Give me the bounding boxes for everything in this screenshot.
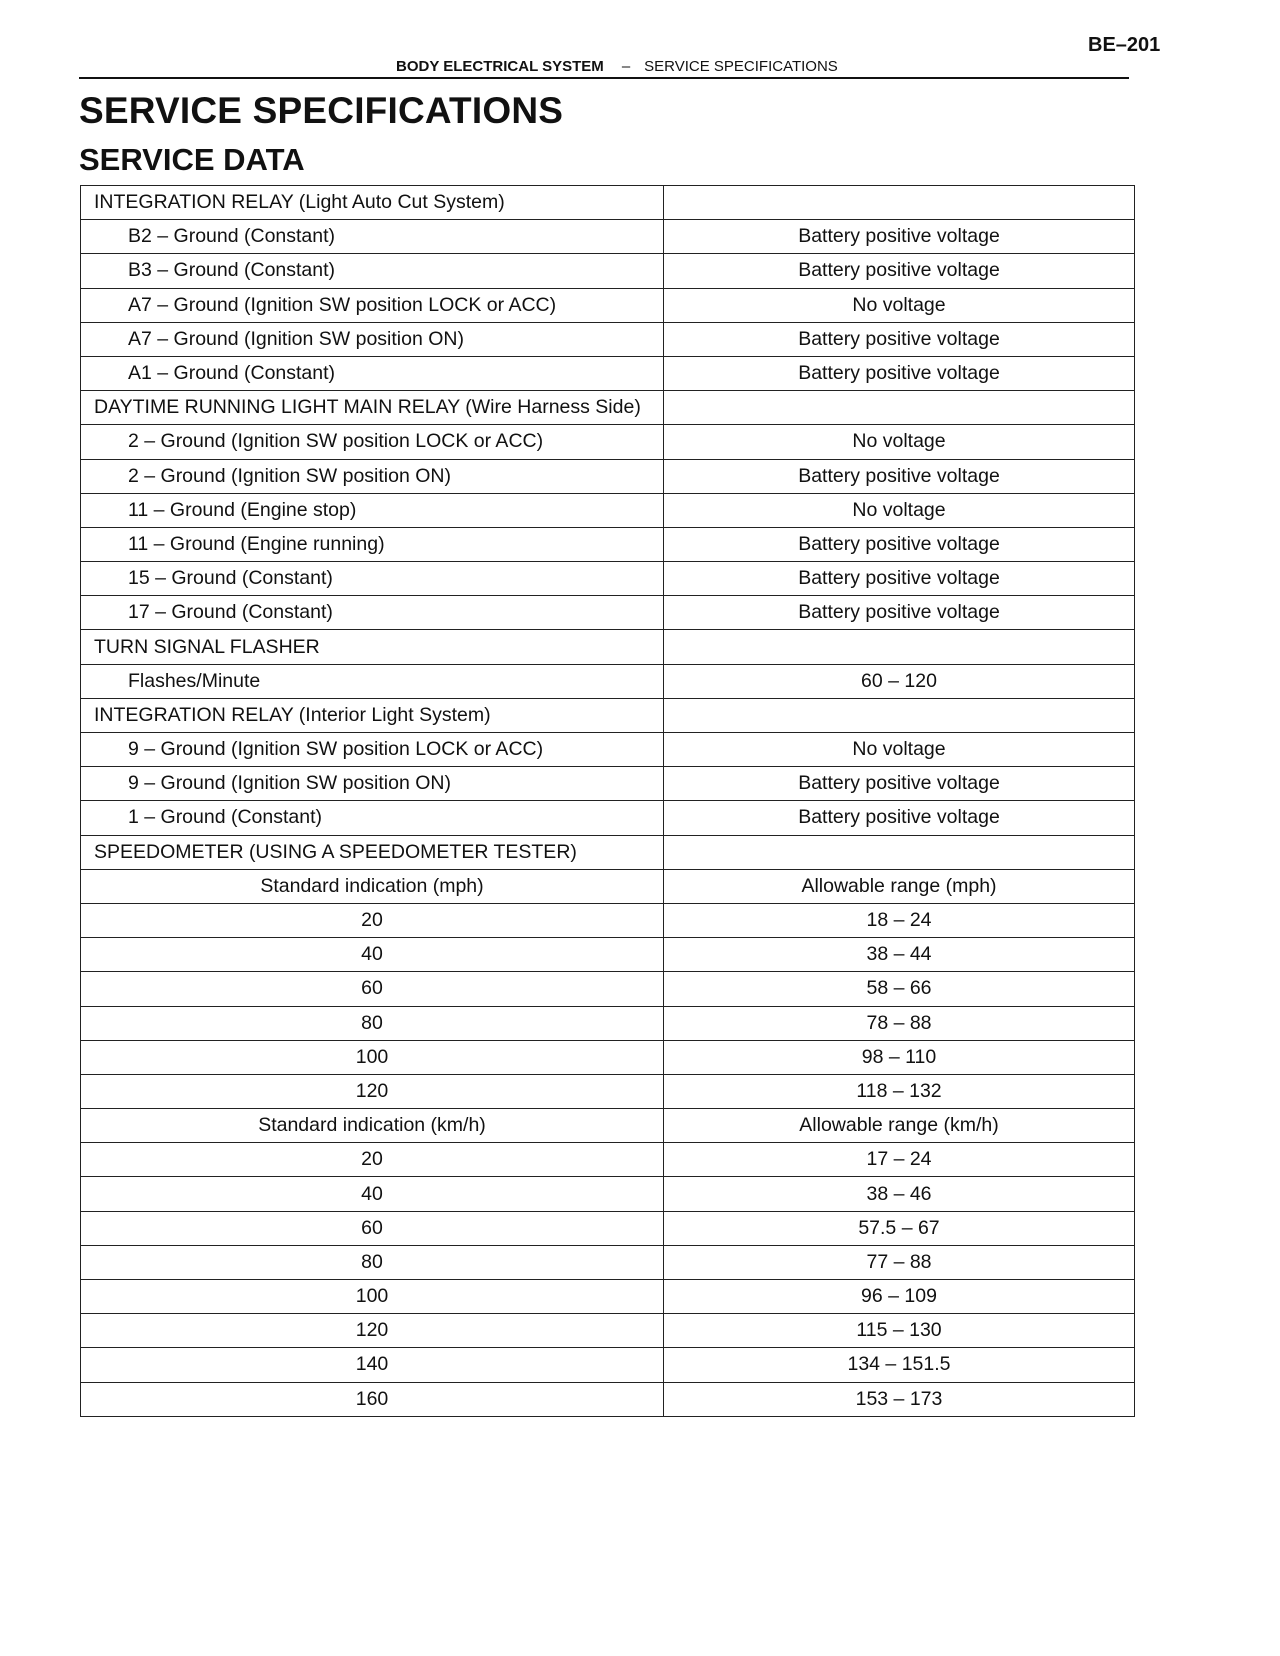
item-cell: 160 (81, 1382, 664, 1416)
section-title: SERVICE DATA (79, 142, 305, 177)
value-cell: 18 – 24 (664, 903, 1135, 937)
table-row (81, 1074, 1135, 1108)
table-group-row (81, 698, 1135, 732)
value-cell: Allowable range (km/h) (664, 1109, 1135, 1143)
item-cell: 2 – Ground (Ignition SW position LOCK or ACC) (81, 425, 664, 459)
table-row (81, 869, 1135, 903)
item-cell: DAYTIME RUNNING LIGHT MAIN RELAY (Wire Harness Side) (81, 391, 664, 425)
table-row (81, 1382, 1135, 1416)
value-cell: Battery positive voltage (664, 356, 1135, 390)
item-cell: 40 (81, 1177, 664, 1211)
value-cell: Battery positive voltage (664, 322, 1135, 356)
table-row (81, 1143, 1135, 1177)
value-cell: Battery positive voltage (664, 254, 1135, 288)
item-cell: A1 – Ground (Constant) (81, 356, 664, 390)
value-cell (664, 391, 1135, 425)
value-cell: 17 – 24 (664, 1143, 1135, 1177)
item-cell: SPEEDOMETER (USING A SPEEDOMETER TESTER) (81, 835, 664, 869)
table-row (81, 1177, 1135, 1211)
item-cell: TURN SIGNAL FLASHER (81, 630, 664, 664)
table-row (81, 1006, 1135, 1040)
item-cell: B3 – Ground (Constant) (81, 254, 664, 288)
table-row (81, 972, 1135, 1006)
value-cell: 38 – 44 (664, 938, 1135, 972)
value-cell: 60 – 120 (664, 664, 1135, 698)
value-cell: No voltage (664, 733, 1135, 767)
item-cell: 80 (81, 1006, 664, 1040)
table-row (81, 664, 1135, 698)
table-row (81, 938, 1135, 972)
value-cell: 96 – 109 (664, 1280, 1135, 1314)
value-cell: 78 – 88 (664, 1006, 1135, 1040)
table-row (81, 220, 1135, 254)
item-cell: 100 (81, 1040, 664, 1074)
item-cell: INTEGRATION RELAY (Interior Light System) (81, 698, 664, 732)
table-row (81, 356, 1135, 390)
item-cell: 17 – Ground (Constant) (81, 596, 664, 630)
table-row (81, 1314, 1135, 1348)
item-cell: 11 – Ground (Engine stop) (81, 493, 664, 527)
item-cell: INTEGRATION RELAY (Light Auto Cut System) (81, 186, 664, 220)
item-cell: 15 – Ground (Constant) (81, 562, 664, 596)
table-row (81, 1348, 1135, 1382)
item-cell: 1 – Ground (Constant) (81, 801, 664, 835)
table-row (81, 322, 1135, 356)
value-cell: No voltage (664, 493, 1135, 527)
value-cell: 118 – 132 (664, 1074, 1135, 1108)
value-cell: Battery positive voltage (664, 527, 1135, 561)
value-cell: Battery positive voltage (664, 596, 1135, 630)
item-cell: A7 – Ground (Ignition SW position ON) (81, 322, 664, 356)
table-row (81, 459, 1135, 493)
value-cell: 153 – 173 (664, 1382, 1135, 1416)
item-cell: 40 (81, 938, 664, 972)
table-row (81, 562, 1135, 596)
item-cell: 100 (81, 1280, 664, 1314)
value-cell: Battery positive voltage (664, 220, 1135, 254)
table-row (81, 801, 1135, 835)
item-cell: A7 – Ground (Ignition SW position LOCK or ACC) (81, 288, 664, 322)
table-row (81, 1245, 1135, 1279)
table-group-row (81, 630, 1135, 664)
item-cell: 20 (81, 1143, 664, 1177)
table-row (81, 493, 1135, 527)
value-cell: 98 – 110 (664, 1040, 1135, 1074)
page-title: SERVICE SPECIFICATIONS (79, 90, 564, 131)
header-separator: – (621, 58, 631, 75)
table-group-row (81, 186, 1135, 220)
table-row (81, 767, 1135, 801)
header-rule (79, 77, 1129, 79)
item-cell: 140 (81, 1348, 664, 1382)
table-row (81, 527, 1135, 561)
value-cell: Battery positive voltage (664, 459, 1135, 493)
item-cell: 60 (81, 972, 664, 1006)
item-cell: 9 – Ground (Ignition SW position LOCK or ACC) (81, 733, 664, 767)
item-cell: 60 (81, 1211, 664, 1245)
table-row (81, 288, 1135, 322)
value-cell (664, 186, 1135, 220)
value-cell: 57.5 – 67 (664, 1211, 1135, 1245)
value-cell: 134 – 151.5 (664, 1348, 1135, 1382)
table-row (81, 596, 1135, 630)
value-cell: Allowable range (mph) (664, 869, 1135, 903)
header-section: SERVICE SPECIFICATIONS (644, 58, 838, 75)
table-group-row (81, 391, 1135, 425)
table-row (81, 1211, 1135, 1245)
table-row (81, 1109, 1135, 1143)
value-cell: Battery positive voltage (664, 562, 1135, 596)
table-row (81, 254, 1135, 288)
value-cell: 38 – 46 (664, 1177, 1135, 1211)
value-cell (664, 835, 1135, 869)
value-cell: 58 – 66 (664, 972, 1135, 1006)
value-cell: 77 – 88 (664, 1245, 1135, 1279)
item-cell: 80 (81, 1245, 664, 1279)
item-cell: Standard indication (km/h) (81, 1109, 664, 1143)
table-row (81, 733, 1135, 767)
item-cell: 20 (81, 903, 664, 937)
item-cell: 9 – Ground (Ignition SW position ON) (81, 767, 664, 801)
table-group-row (81, 835, 1135, 869)
table-row (81, 1040, 1135, 1074)
value-cell (664, 630, 1135, 664)
item-cell: 11 – Ground (Engine running) (81, 527, 664, 561)
service-data-table (80, 185, 1135, 1417)
item-cell: Standard indication (mph) (81, 869, 664, 903)
value-cell: No voltage (664, 288, 1135, 322)
table-row (81, 903, 1135, 937)
value-cell: 115 – 130 (664, 1314, 1135, 1348)
page-number: BE–201 (1088, 34, 1161, 56)
item-cell: B2 – Ground (Constant) (81, 220, 664, 254)
value-cell: Battery positive voltage (664, 767, 1135, 801)
table-row (81, 425, 1135, 459)
value-cell (664, 698, 1135, 732)
header-system: BODY ELECTRICAL SYSTEM (396, 58, 604, 75)
item-cell: 2 – Ground (Ignition SW position ON) (81, 459, 664, 493)
table-row (81, 1280, 1135, 1314)
value-cell: Battery positive voltage (664, 801, 1135, 835)
item-cell: 120 (81, 1314, 664, 1348)
item-cell: Flashes/Minute (81, 664, 664, 698)
item-cell: 120 (81, 1074, 664, 1108)
value-cell: No voltage (664, 425, 1135, 459)
